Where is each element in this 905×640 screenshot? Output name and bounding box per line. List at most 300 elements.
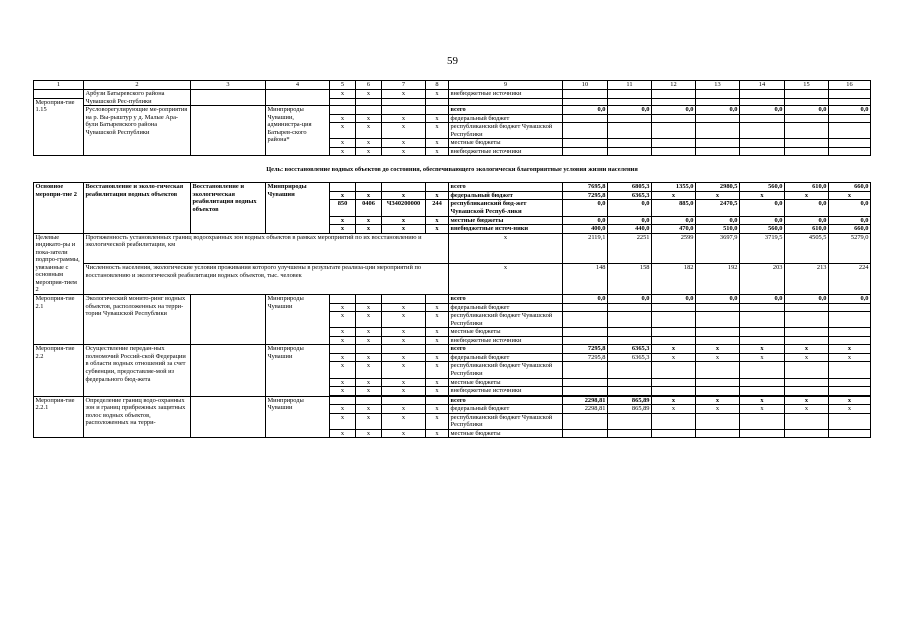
cell-col-16: 0,0 xyxy=(829,200,871,216)
cell-col-12: 2599 xyxy=(652,233,696,264)
cell-col-9: местные бюджеты xyxy=(449,378,563,387)
cell-col-16 xyxy=(829,303,871,312)
cell-col-13: 0,0 xyxy=(696,295,740,304)
cell-col-10: 0,0 xyxy=(563,295,608,304)
cell-col-10 xyxy=(563,387,608,396)
cell-col-12: 182 xyxy=(652,264,696,295)
cell-col-4: Минприроды Чувашии xyxy=(266,345,330,396)
cell-col-8: x xyxy=(426,147,449,156)
col-num-13: 13 xyxy=(696,81,740,90)
cell-col-5: x xyxy=(330,147,356,156)
cell-col-6: x xyxy=(356,429,382,438)
cell-col-1: Мероприя-тие 2.2.1 xyxy=(34,396,84,438)
cell-col-2: Определение границ водо-охранных зон и границ прибрежных защитных полос водных объектов, расположенных на терри- xyxy=(84,396,191,438)
cell-col-5: x xyxy=(330,312,356,328)
cell-col-6: x xyxy=(356,123,382,139)
cell-col-2: Протяженность установленных границ водоохранных зон водных объектов в рамках мероприятий по их восстановлению и экологической реабилитации, км xyxy=(84,233,449,264)
cell-col-11: 0,0 xyxy=(608,200,652,216)
cell-col-5: x xyxy=(330,405,356,414)
cell-col-13 xyxy=(696,413,740,429)
cell-col-7 xyxy=(382,106,426,115)
cell-col-11 xyxy=(608,303,652,312)
cell-col-10 xyxy=(563,312,608,328)
cell-col-9: республиканский бюджет Чувашской Республики xyxy=(449,123,563,139)
cell-col-10: 7295,8 xyxy=(563,345,608,354)
cell-col-9: федеральный бюджет xyxy=(449,405,563,414)
cell-col-5: x xyxy=(330,362,356,378)
cell-col-13: x xyxy=(696,191,740,200)
cell-col-8: x xyxy=(426,191,449,200)
cell-col-5: x xyxy=(330,303,356,312)
cell-col-8: x xyxy=(426,429,449,438)
cell-col-16 xyxy=(829,90,871,99)
cell-col-11 xyxy=(608,429,652,438)
cell-col-1: Мероприя-тие 1.15 xyxy=(34,98,84,156)
cell-col-16: 5279,0 xyxy=(829,233,871,264)
cell-col-9: федеральный бюджет xyxy=(449,303,563,312)
table-row xyxy=(34,345,871,354)
cell-col-15: 213 xyxy=(785,264,829,295)
cell-col-4: Минприроды Чувашии xyxy=(266,396,330,438)
cell-col-12 xyxy=(652,123,696,139)
cell-col-16 xyxy=(829,387,871,396)
cell-col-13: 0,0 xyxy=(696,106,740,115)
cell-col-16 xyxy=(829,336,871,345)
col-num-14: 14 xyxy=(740,81,785,90)
cell-col-14 xyxy=(740,147,785,156)
cell-col-12 xyxy=(652,328,696,337)
cell-col-15 xyxy=(785,147,829,156)
cell-col-15 xyxy=(785,114,829,123)
cell-col-5: x xyxy=(330,139,356,148)
cell-col-5 xyxy=(330,183,356,192)
cell-col-6 xyxy=(356,396,382,405)
cell-col-12 xyxy=(652,429,696,438)
cell-col-8: x xyxy=(426,139,449,148)
cell-col-15: 4505,5 xyxy=(785,233,829,264)
cell-col-10 xyxy=(563,413,608,429)
cell-col-9: федеральный бюджет xyxy=(449,353,563,362)
cell-col-5: x xyxy=(330,114,356,123)
cell-col-15 xyxy=(785,123,829,139)
cell-col-10: 7295,8 xyxy=(563,353,608,362)
cell-col-16 xyxy=(829,139,871,148)
cell-col-14 xyxy=(740,378,785,387)
cell-col-7: x xyxy=(382,353,426,362)
cell-col-15: 0,0 xyxy=(785,106,829,115)
cell-col-7: x xyxy=(382,405,426,414)
cell-col-7: x xyxy=(382,225,426,234)
cell-col-7 xyxy=(382,345,426,354)
cell-col-16 xyxy=(829,378,871,387)
cell-col-12 xyxy=(652,362,696,378)
cell-col-9: всего xyxy=(449,183,563,192)
cell-col-13: 510,0 xyxy=(696,225,740,234)
cell-col-11 xyxy=(608,123,652,139)
cell-col-5 xyxy=(330,295,356,304)
cell-col-8: x xyxy=(426,405,449,414)
cell-col-11: 6365,3 xyxy=(608,353,652,362)
cell-col-9: местные бюджеты xyxy=(449,216,563,225)
cell-col-15: x xyxy=(785,191,829,200)
cell-col-6: x xyxy=(356,90,382,99)
cell-col-7: x xyxy=(382,378,426,387)
cell-col-14 xyxy=(740,336,785,345)
cell-col-2: Осуществление передан-ных полномочий Россий-ской Федерации в области водных отношений за счет субвенции, предоставляе-мой из федерального бюд-жета xyxy=(84,345,191,396)
cell-col-11 xyxy=(608,114,652,123)
cell-col-12 xyxy=(652,147,696,156)
cell-col-16: 0,0 xyxy=(829,295,871,304)
cell-col-11 xyxy=(608,387,652,396)
cell-col-11 xyxy=(608,378,652,387)
cell-col-11 xyxy=(608,328,652,337)
cell-col-14: 3719,5 xyxy=(740,233,785,264)
cell-col-9: всего xyxy=(449,106,563,115)
cell-col-8 xyxy=(426,98,449,106)
cell-col-11: 6805,3 xyxy=(608,183,652,192)
table-row xyxy=(34,396,871,405)
cell-col-9: республиканский бюджет Чувашской Республики xyxy=(449,413,563,429)
cell-col-13 xyxy=(696,328,740,337)
cell-col-13 xyxy=(696,336,740,345)
cell-col-11 xyxy=(608,139,652,148)
cell-col-9: федеральный бюджет xyxy=(449,114,563,123)
cell-col-5 xyxy=(330,98,356,106)
cell-col-15: 610,0 xyxy=(785,183,829,192)
cell-col-13: 0,0 xyxy=(696,216,740,225)
cell-col-3 xyxy=(191,90,266,106)
cell-col-15 xyxy=(785,378,829,387)
col-num-5: 5 xyxy=(330,81,356,90)
cell-col-1: Основное меропри-тие 2 xyxy=(34,183,84,233)
cell-col-8: x xyxy=(426,90,449,99)
col-num-9: 9 xyxy=(449,81,563,90)
cell-col-13 xyxy=(696,312,740,328)
cell-col-9: местные бюджеты xyxy=(449,429,563,438)
cell-col-16 xyxy=(829,123,871,139)
col-num-2: 2 xyxy=(84,81,191,90)
cell-col-9: местные бюджеты xyxy=(449,139,563,148)
cell-col-9: всего xyxy=(449,295,563,304)
cell-col-15 xyxy=(785,312,829,328)
cell-col-10 xyxy=(563,90,608,99)
cell-col-12 xyxy=(652,387,696,396)
cell-col-3 xyxy=(191,345,266,396)
cell-col-14 xyxy=(740,328,785,337)
col-num-16: 16 xyxy=(829,81,871,90)
cell-col-15: 0,0 xyxy=(785,216,829,225)
cell-col-10: 2298,81 xyxy=(563,405,608,414)
cell-col-9 xyxy=(449,98,563,106)
cell-col-11: 865,89 xyxy=(608,396,652,405)
cell-col-13 xyxy=(696,303,740,312)
cell-col-5: x xyxy=(330,328,356,337)
cell-col-8 xyxy=(426,106,449,115)
cell-col-13: 2980,5 xyxy=(696,183,740,192)
col-num-11: 11 xyxy=(608,81,652,90)
cell-col-10 xyxy=(563,362,608,378)
cell-col-11: 158 xyxy=(608,264,652,295)
cell-col-4 xyxy=(266,90,330,106)
cell-col-12: x xyxy=(652,353,696,362)
cell-col-14 xyxy=(740,312,785,328)
goal-row xyxy=(34,156,871,183)
cell-col-16: x xyxy=(829,405,871,414)
cell-col-6 xyxy=(356,183,382,192)
cell-col-12 xyxy=(652,114,696,123)
cell-col-6: x xyxy=(356,405,382,414)
col-num-7: 7 xyxy=(382,81,426,90)
cell-col-14 xyxy=(740,114,785,123)
cell-col-10 xyxy=(563,328,608,337)
cell-col-5: x xyxy=(330,225,356,234)
cell-col-7: x xyxy=(382,147,426,156)
cell-col-7: x xyxy=(382,312,426,328)
cell-col-8: x xyxy=(426,303,449,312)
cell-col-16: 224 xyxy=(829,264,871,295)
cell-col-6: x xyxy=(356,353,382,362)
cell-col-5 xyxy=(330,345,356,354)
cell-col-3 xyxy=(191,396,266,438)
cell-col-10: 0,0 xyxy=(563,216,608,225)
cell-col-5: x xyxy=(330,353,356,362)
program-table xyxy=(33,80,871,438)
cell-col-13: x xyxy=(696,345,740,354)
cell-col-16: 0,0 xyxy=(829,216,871,225)
cell-col-5: x xyxy=(330,413,356,429)
cell-col-7: x xyxy=(382,303,426,312)
cell-col-6: x xyxy=(356,216,382,225)
cell-col-2: Восстановление и эколо-гическая реабилитация водных объектов xyxy=(84,183,191,233)
cell-col-14: x xyxy=(740,353,785,362)
cell-col-11 xyxy=(608,90,652,99)
cell-col-6: x xyxy=(356,147,382,156)
cell-col-6: x xyxy=(356,387,382,396)
col-num-3: 3 xyxy=(191,81,266,90)
cell-col-9: внебюджетные источники xyxy=(449,387,563,396)
cell-col-10: 0,0 xyxy=(563,106,608,115)
cell-col-10 xyxy=(563,336,608,345)
cell-col-14: 0,0 xyxy=(740,216,785,225)
cell-col-12 xyxy=(652,413,696,429)
cell-col-14: 560,0 xyxy=(740,183,785,192)
cell-col-15: 0,0 xyxy=(785,200,829,216)
cell-col-11: 2251 xyxy=(608,233,652,264)
cell-col-14: x xyxy=(740,191,785,200)
cell-col-10: 7695,8 xyxy=(563,183,608,192)
cell-col-4: Минприроды Чувашии xyxy=(266,183,330,233)
cell-col-7: x xyxy=(382,336,426,345)
cell-col-9: республиканский бюд-жет Чувашской Респуб-лики xyxy=(449,200,563,216)
cell-col-6: x xyxy=(356,114,382,123)
col-num-6: 6 xyxy=(356,81,382,90)
cell-col-12: 0,0 xyxy=(652,216,696,225)
cell-col-8: x xyxy=(426,312,449,328)
cell-col-12 xyxy=(652,139,696,148)
cell-col-16 xyxy=(829,114,871,123)
cell-col-14 xyxy=(740,362,785,378)
cell-col-14 xyxy=(740,303,785,312)
cell-col-12: 0,0 xyxy=(652,106,696,115)
cell-col-15 xyxy=(785,336,829,345)
cell-col-7: x xyxy=(382,90,426,99)
cell-col-2: Арбузи Батыревского района Чувашской Рес-публики xyxy=(84,90,191,106)
cell-col-14: 0,0 xyxy=(740,295,785,304)
cell-col-7: x xyxy=(382,139,426,148)
cell-col-11: 0,0 xyxy=(608,216,652,225)
cell-col-10: 7295,8 xyxy=(563,191,608,200)
page-number: 59 xyxy=(447,55,458,67)
cell-col-7: x xyxy=(382,216,426,225)
cell-col-13 xyxy=(696,362,740,378)
cell-col-7: x xyxy=(382,413,426,429)
cell-col-16 xyxy=(829,147,871,156)
cell-col-11: 440,0 xyxy=(608,225,652,234)
col-num-8: 8 xyxy=(426,81,449,90)
cell-col-6: x xyxy=(356,362,382,378)
cell-col-1: Мероприя-тие 2.2 xyxy=(34,345,84,396)
col-num-10: 10 xyxy=(563,81,608,90)
cell-col-10: 2119,1 xyxy=(563,233,608,264)
cell-col-16 xyxy=(829,98,871,106)
cell-col-12 xyxy=(652,303,696,312)
cell-col-13 xyxy=(696,429,740,438)
cell-col-16: 660,0 xyxy=(829,183,871,192)
cell-col-15 xyxy=(785,328,829,337)
cell-col-6 xyxy=(356,295,382,304)
cell-col-6: x xyxy=(356,191,382,200)
cell-col-6: x xyxy=(356,225,382,234)
cell-col-15 xyxy=(785,413,829,429)
cell-col-7: x xyxy=(382,123,426,139)
table-row xyxy=(34,183,871,192)
cell-col-14 xyxy=(740,90,785,99)
cell-col-13 xyxy=(696,139,740,148)
table-row xyxy=(34,295,871,304)
cell-col-16: x xyxy=(829,345,871,354)
cell-col-14: x xyxy=(740,345,785,354)
cell-col-8 xyxy=(426,345,449,354)
cell-col-6: 0406 xyxy=(356,200,382,216)
cell-col-7: x xyxy=(382,387,426,396)
col-num-4: 4 xyxy=(266,81,330,90)
cell-col-14 xyxy=(740,387,785,396)
cell-col-11: 0,0 xyxy=(608,106,652,115)
cell-col-12: 0,0 xyxy=(652,295,696,304)
cell-col-12 xyxy=(652,98,696,106)
cell-col-13: 2470,5 xyxy=(696,200,740,216)
cell-col-14: 203 xyxy=(740,264,785,295)
cell-col-14: 560,0 xyxy=(740,225,785,234)
cell-col-14: x xyxy=(740,405,785,414)
cell-col-16: x xyxy=(829,191,871,200)
cell-col-6: x xyxy=(356,378,382,387)
cell-col-7: x xyxy=(382,114,426,123)
cell-col-6 xyxy=(356,98,382,106)
cell-col-7 xyxy=(382,183,426,192)
cell-col-1: Целевые индикато-ры и пока-затели подпро-граммы, увязанные с основным мероприя-тием 2 xyxy=(34,233,84,294)
cell-col-15: x xyxy=(785,405,829,414)
cell-col-9: всего xyxy=(449,396,563,405)
table-row xyxy=(34,90,871,99)
cell-col-15 xyxy=(785,139,829,148)
cell-col-12 xyxy=(652,312,696,328)
cell-col-16 xyxy=(829,328,871,337)
cell-col-14 xyxy=(740,139,785,148)
cell-col-5: x xyxy=(330,336,356,345)
cell-col-15 xyxy=(785,303,829,312)
cell-col-15 xyxy=(785,90,829,99)
cell-col-10 xyxy=(563,139,608,148)
cell-col-13: x xyxy=(696,396,740,405)
cell-col-10: 400,0 xyxy=(563,225,608,234)
column-number-row xyxy=(34,81,871,90)
cell-col-13 xyxy=(696,387,740,396)
cell-col-8: x xyxy=(426,225,449,234)
cell-col-3: Восстановление и экологическая реабилитация водных объектов xyxy=(191,183,266,233)
cell-col-14 xyxy=(740,429,785,438)
cell-col-10 xyxy=(563,378,608,387)
cell-col-13: 3697,9 xyxy=(696,233,740,264)
cell-col-11: 6365,3 xyxy=(608,191,652,200)
cell-col-12: 885,0 xyxy=(652,200,696,216)
cell-col-3 xyxy=(191,295,266,345)
cell-col-12 xyxy=(652,378,696,387)
cell-col-5: x xyxy=(330,90,356,99)
col-num-12: 12 xyxy=(652,81,696,90)
table-row xyxy=(34,106,871,115)
cell-col-5: 850 xyxy=(330,200,356,216)
cell-col-8: x xyxy=(426,387,449,396)
cell-col-14 xyxy=(740,123,785,139)
cell-col-1 xyxy=(34,90,84,99)
cell-col-12: 470,0 xyxy=(652,225,696,234)
cell-col-7 xyxy=(382,295,426,304)
cell-col-8: x xyxy=(426,353,449,362)
cell-col-13: 192 xyxy=(696,264,740,295)
cell-col-7 xyxy=(382,98,426,106)
cell-col-15: 0,0 xyxy=(785,295,829,304)
cell-col-9: x xyxy=(449,264,563,295)
cell-col-14: 0,0 xyxy=(740,106,785,115)
cell-col-10 xyxy=(563,98,608,106)
cell-col-13 xyxy=(696,114,740,123)
cell-col-8: x xyxy=(426,123,449,139)
cell-col-12: 1355,0 xyxy=(652,183,696,192)
cell-col-7: Ч340200000 xyxy=(382,200,426,216)
cell-col-16: x xyxy=(829,353,871,362)
cell-col-7: x xyxy=(382,328,426,337)
cell-col-8: x xyxy=(426,216,449,225)
cell-col-9: внебюджетные источники xyxy=(449,147,563,156)
cell-col-9: федеральный бюджет xyxy=(449,191,563,200)
cell-col-8: x xyxy=(426,114,449,123)
cell-col-4: Минприроды Чувашии, администра-ция Батырев-ского района* xyxy=(266,106,330,156)
cell-col-15: x xyxy=(785,353,829,362)
cell-col-12: x xyxy=(652,405,696,414)
cell-col-10: 148 xyxy=(563,264,608,295)
cell-col-12: x xyxy=(652,345,696,354)
cell-col-10: 2298,81 xyxy=(563,396,608,405)
cell-col-10 xyxy=(563,429,608,438)
cell-col-9: всего xyxy=(449,345,563,354)
cell-col-5: x xyxy=(330,191,356,200)
cell-col-11 xyxy=(608,147,652,156)
cell-col-16: 0,0 xyxy=(829,106,871,115)
cell-col-11: 0,0 xyxy=(608,295,652,304)
cell-col-6: x xyxy=(356,413,382,429)
cell-col-11 xyxy=(608,362,652,378)
